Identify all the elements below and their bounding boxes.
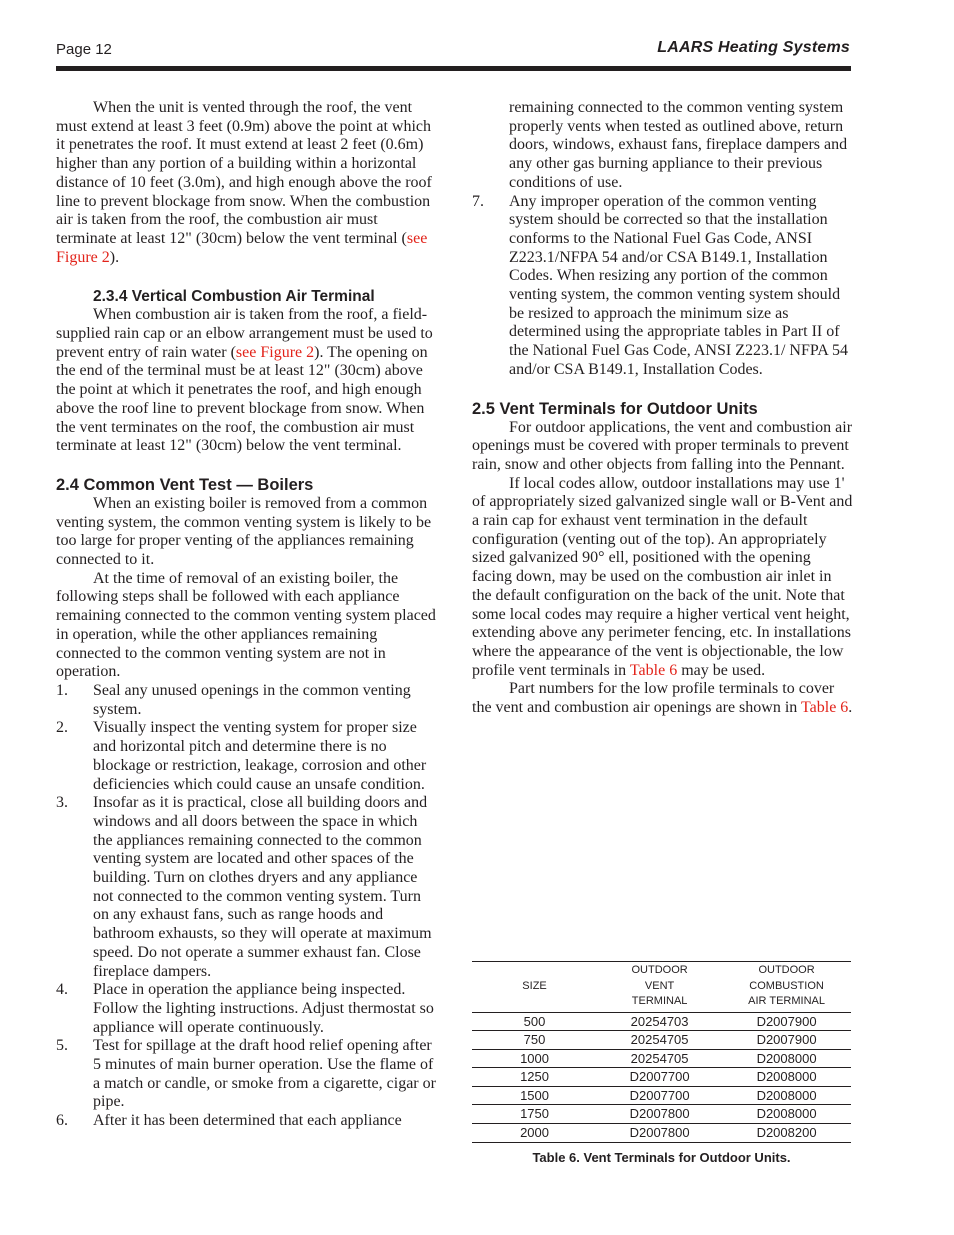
table-row — [472, 1124, 851, 1143]
section-2-5-heading: 2.5 Vent Terminals for Outdoor Units — [472, 399, 758, 418]
common-vent-intro: When an existing boiler is removed from a common venting system, the common venting system is likely to be too large for proper venting of the appliances remaining connected to it. — [56, 494, 432, 569]
col-header-air-terminal: OUTDOOR COMBUSTION AIR TERMINAL — [748, 964, 825, 1007]
vertical-air-terminal-paragraph: When combustion air is taken from the roof, a field-supplied rain cap or an elbow arrangement must be used to prevent entry of rain water (see Figure 2). The opening on the end of the terminal must be at least 12" (30cm) above the point at which it penetrates the roof, and high enough above the roof line to prevent blockage from snow. When the vent terminates on the roof, the combustion air must terminate at least 12" (30cm) below the vent terminal. — [56, 306, 433, 455]
cell-air: D2007900 — [756, 1013, 817, 1029]
list-item: 2. Visually inspect the venting system for proper size and horizontal pitch and determine there is no blockage or restriction, leakage, corrosion and other deficiencies which could cause an unsafe condition. — [56, 719, 427, 793]
table-6-link[interactable]: Table 6 — [800, 699, 849, 717]
list-item: 7. Any improper operation of the common venting system should be corrected so that the installation conforms to the National Fuel Gas Code, ANSI Z223.1/NFPA 54 and/or CSA B149.1, Installation Codes. When resizing any portion of the common venting system, the common venting system should be resized to approach the minimum size as determined using the appropriate tables in Part II of the National Fuel Gas Code, ANSI Z223.1/ NFPA 54 and/or CSA B149.1, Installation Codes. — [472, 192, 848, 378]
cell-air: D2008000 — [756, 1069, 817, 1085]
cell-vent: D2007700 — [629, 1087, 690, 1103]
cell-air: D2008000 — [756, 1106, 817, 1122]
common-vent-steps-continued — [472, 99, 854, 380]
cell-vent: 20254705 — [630, 1032, 689, 1048]
cell-size: 1500 — [520, 1087, 549, 1103]
list-item: 3. Insofar as it is practical, close all building doors and windows and all doors between the space in which the appliances remaining connected to the common venting system are located and other spaces of the building. Turn on clothes dryers and any appliance not connected to the common venting system. Turn on any exhaust fans, such as range hoods and bathroom exhausts, so they will operate at maximum speed. Do not operate a summer exhaust fan. Close fireplace dampers. — [56, 794, 432, 980]
outdoor-codes-paragraph: If local codes allow, outdoor installations may use 1' of appropriately sized galvanized single wall or B-Vent and a rain cap for exhaust vent termination in the default configuration (venting out of the top). An appropriately sized galvanized 90° ell, positioned with the opening facing down, may be used on the combustion air inlet in the default configuration on the back of the unit. Note that some local codes may require a higher vertical vent height, extending above any perimeter fencing, etc. In installations where the appearance of the vent is objectionable, the low profile vent terminals in Table 6 may be used. — [472, 474, 853, 679]
header-rule — [56, 66, 851, 71]
table-row — [472, 1012, 851, 1031]
cell-size: 750 — [523, 1032, 546, 1048]
table-caption: Table 6. Vent Terminals for Outdoor Units. — [532, 1150, 791, 1165]
cell-size: 1000 — [520, 1050, 549, 1066]
cell-air: D2008000 — [756, 1050, 817, 1066]
cell-vent: D2007800 — [629, 1125, 690, 1141]
cell-air: D2007900 — [756, 1032, 817, 1048]
list-item: 4. Place in operation the appliance being inspected. Follow the lighting instructions. Adjust thermostat so appliance will operate continuously. — [56, 981, 434, 1036]
figure-2-link[interactable]: see Figure 2 — [56, 229, 428, 266]
table-row — [472, 1105, 851, 1124]
vent-terminals-table — [472, 961, 851, 1143]
cell-vent: D2007700 — [629, 1069, 690, 1085]
cell-vent: D2007800 — [629, 1106, 690, 1122]
table-6-link[interactable]: Table 6 — [629, 661, 678, 679]
col-header-size: SIZE — [522, 979, 547, 992]
roof-vent-paragraph: When the unit is vented through the roof, the vent must extend at least 3 feet (0.9m) above the point at which it penetrates the roof. It must extend at least 2 feet (0.6m) higher than any portion of a building within a horizontal distance of 10 feet (3.0m), and high enough above the roof line to prevent blockage from snow. When the combustion air is taken from the roof, the combustion air must terminate at least 12" (30cm) below the vent terminal (see Figure 2). — [56, 99, 432, 266]
cell-size: 500 — [523, 1013, 546, 1029]
page-number: Page 12 — [56, 41, 112, 58]
right-column — [472, 99, 854, 718]
table-header-row — [472, 962, 851, 1013]
part-numbers-paragraph: Part numbers for the low profile terminals to cover the vent and combustion air openings are shown in Table 6. — [472, 680, 853, 717]
cell-vent: 20254703 — [630, 1013, 689, 1029]
cell-air: D2008200 — [756, 1125, 817, 1141]
cell-air: D2008000 — [756, 1087, 817, 1103]
list-item: 5. Test for spillage at the draft hood relief opening after 5 minutes of main burner operation. Use the flame of a match or candle, or smoke from a cigarette, cigar or pipe. — [56, 1037, 436, 1111]
table-row — [472, 1031, 851, 1050]
left-column — [56, 99, 438, 1131]
cell-size: 1750 — [520, 1106, 549, 1122]
section-2-3-4-heading: 2.3.4 Vertical Combustion Air Terminal — [93, 288, 375, 306]
col-header-vent-terminal: OUTDOOR VENT TERMINAL — [631, 964, 688, 1007]
list-item: 1. Seal any unused openings in the common venting system. — [56, 681, 411, 718]
brand-header: LAARS Heating Systems — [657, 39, 850, 56]
table-row — [472, 1068, 851, 1087]
table-row — [472, 1086, 851, 1105]
common-vent-steps-intro: At the time of removal of an existing boiler, the following steps shall be followed with each appliance remaining connected to the common venting system placed in operation, while the other appliances remaining connected to the common venting system are not in operation. — [56, 569, 436, 681]
section-2-4-heading: 2.4 Common Vent Test — Boilers — [56, 475, 314, 494]
figure-2-link[interactable]: see Figure 2 — [235, 343, 315, 361]
outdoor-vent-intro: For outdoor applications, the vent and combustion air openings must be covered with proper terminals to prevent rain, snow and other objects from falling into the Pennant. — [472, 418, 853, 473]
list-item: 6. After it has been determined that each appliance — [56, 1112, 402, 1130]
cell-size: 1250 — [520, 1069, 549, 1085]
list-item-continued: remaining connected to the common venting system properly vents when tested as outlined above, return doors, windows, exhaust fans, fireplace dampers and any other gas burning appliance to their previous conditions of use. — [509, 99, 848, 191]
table-row — [472, 1049, 851, 1068]
cell-vent: 20254705 — [630, 1050, 689, 1066]
common-vent-steps-list — [56, 682, 438, 1131]
cell-size: 2000 — [520, 1125, 549, 1141]
